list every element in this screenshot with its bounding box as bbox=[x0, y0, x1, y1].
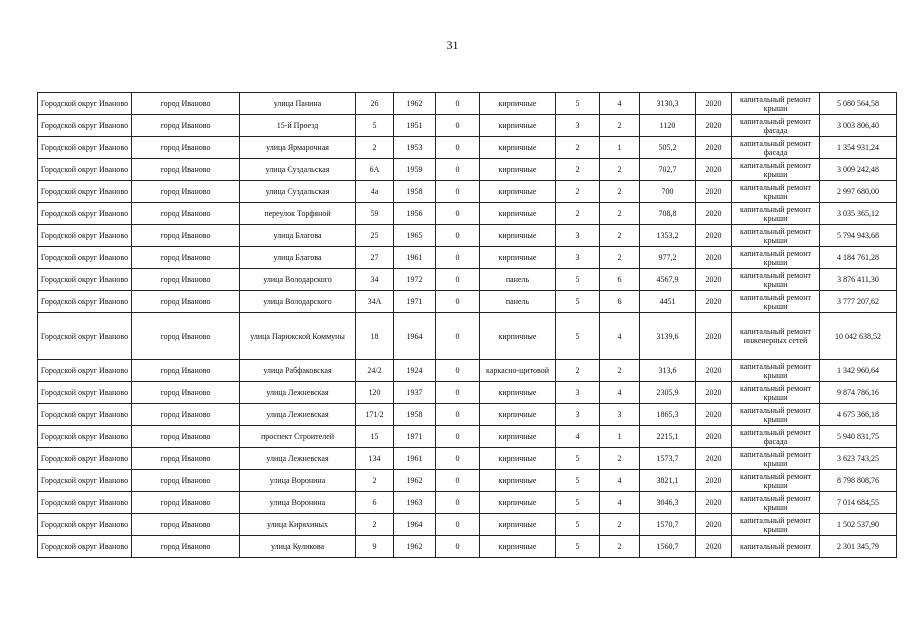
cell-area: 702,7 bbox=[640, 159, 696, 181]
cell-year-built: 1971 bbox=[394, 291, 436, 313]
cell-city: город Иваново bbox=[132, 536, 240, 558]
cell-wear: 0 bbox=[436, 514, 480, 536]
cell-plan-year: 2020 bbox=[696, 492, 732, 514]
cell-floors: 3 bbox=[556, 225, 600, 247]
cell-city: город Иваново bbox=[132, 492, 240, 514]
cell-city: город Иваново bbox=[132, 225, 240, 247]
cell-wear: 0 bbox=[436, 492, 480, 514]
cell-entrances: 2 bbox=[600, 225, 640, 247]
cell-wear: 0 bbox=[436, 159, 480, 181]
cell-street: улица Парижской Коммуны bbox=[240, 313, 356, 360]
cell-year-built: 1937 bbox=[394, 382, 436, 404]
cell-repair-type: капитальный ремонт крыши bbox=[732, 181, 820, 203]
cell-house-number: 27 bbox=[356, 247, 394, 269]
cell-entrances: 1 bbox=[600, 137, 640, 159]
cell-street: улица Благова bbox=[240, 225, 356, 247]
cell-wear: 0 bbox=[436, 181, 480, 203]
cell-area: 2215,1 bbox=[640, 426, 696, 448]
cell-area: 3046,3 bbox=[640, 492, 696, 514]
cell-repair-type: капитальный ремонт крыши bbox=[732, 291, 820, 313]
cell-plan-year: 2020 bbox=[696, 137, 732, 159]
cell-municipality: Городской округ Иваново bbox=[38, 225, 132, 247]
cell-area: 1353,2 bbox=[640, 225, 696, 247]
table-row bbox=[38, 448, 897, 470]
cell-repair-type: капитальный ремонт инженерных сетей bbox=[732, 313, 820, 360]
cell-repair-type: капитальный ремонт крыши bbox=[732, 247, 820, 269]
cell-plan-year: 2020 bbox=[696, 360, 732, 382]
table-row bbox=[38, 426, 897, 448]
cell-cost: 4 184 761,28 bbox=[820, 247, 897, 269]
cell-area: 3821,1 bbox=[640, 470, 696, 492]
cell-municipality: Городской округ Иваново bbox=[38, 291, 132, 313]
cell-street: переулок Торфяной bbox=[240, 203, 356, 225]
cell-area: 700 bbox=[640, 181, 696, 203]
cell-cost: 3 777 207,62 bbox=[820, 291, 897, 313]
cell-repair-type: капитальный ремонт крыши bbox=[732, 269, 820, 291]
table-row bbox=[38, 536, 897, 558]
cell-house-number: 4а bbox=[356, 181, 394, 203]
cell-floors: 5 bbox=[556, 470, 600, 492]
cell-cost: 5 794 943,68 bbox=[820, 225, 897, 247]
cell-municipality: Городской округ Иваново bbox=[38, 159, 132, 181]
cell-entrances: 4 bbox=[600, 313, 640, 360]
cell-cost: 3 876 411,30 bbox=[820, 269, 897, 291]
cell-floors: 5 bbox=[556, 492, 600, 514]
cell-cost: 2 997 680,00 bbox=[820, 181, 897, 203]
cell-cost: 5 940 831,75 bbox=[820, 426, 897, 448]
cell-repair-type: капитальный ремонт фасада bbox=[732, 115, 820, 137]
cell-municipality: Городской округ Иваново bbox=[38, 203, 132, 225]
cell-area: 4567,9 bbox=[640, 269, 696, 291]
cell-cost: 3 035 365,12 bbox=[820, 203, 897, 225]
cell-repair-type: капитальный ремонт крыши bbox=[732, 448, 820, 470]
cell-floors: 5 bbox=[556, 313, 600, 360]
cell-street: улица Куликова bbox=[240, 536, 356, 558]
cell-year-built: 1971 bbox=[394, 426, 436, 448]
cell-wear: 0 bbox=[436, 269, 480, 291]
table-row bbox=[38, 269, 897, 291]
cell-street: улица Лежневская bbox=[240, 404, 356, 426]
cell-area: 505,2 bbox=[640, 137, 696, 159]
cell-city: город Иваново bbox=[132, 291, 240, 313]
cell-wear: 0 bbox=[436, 313, 480, 360]
cell-cost: 4 675 366,18 bbox=[820, 404, 897, 426]
cell-year-built: 1962 bbox=[394, 470, 436, 492]
cell-year-built: 1951 bbox=[394, 115, 436, 137]
cell-plan-year: 2020 bbox=[696, 448, 732, 470]
cell-year-built: 1964 bbox=[394, 514, 436, 536]
cell-year-built: 1961 bbox=[394, 247, 436, 269]
cell-year-built: 1972 bbox=[394, 269, 436, 291]
cell-wall-material: панель bbox=[480, 269, 556, 291]
cell-wall-material: кирпичные bbox=[480, 115, 556, 137]
cell-street: улица Лежневская bbox=[240, 448, 356, 470]
cell-street: улица Благова bbox=[240, 247, 356, 269]
page-number: 31 bbox=[446, 38, 459, 52]
cell-entrances: 4 bbox=[600, 492, 640, 514]
cell-municipality: Городской округ Иваново bbox=[38, 181, 132, 203]
cell-entrances: 2 bbox=[600, 181, 640, 203]
cell-city: город Иваново bbox=[132, 269, 240, 291]
cell-house-number: 34А bbox=[356, 291, 394, 313]
cell-area: 977,2 bbox=[640, 247, 696, 269]
cell-city: город Иваново bbox=[132, 448, 240, 470]
cell-plan-year: 2020 bbox=[696, 313, 732, 360]
cell-floors: 5 bbox=[556, 536, 600, 558]
cell-cost: 3 003 806,40 bbox=[820, 115, 897, 137]
table-row bbox=[38, 93, 897, 115]
cell-street: улица Суздальская bbox=[240, 159, 356, 181]
cell-wall-material: кирпичные bbox=[480, 448, 556, 470]
cell-floors: 2 bbox=[556, 181, 600, 203]
cell-plan-year: 2020 bbox=[696, 269, 732, 291]
cell-house-number: 2 bbox=[356, 137, 394, 159]
cell-year-built: 1965 bbox=[394, 225, 436, 247]
cell-house-number: 2 bbox=[356, 470, 394, 492]
cell-floors: 3 bbox=[556, 247, 600, 269]
cell-wear: 0 bbox=[436, 291, 480, 313]
cell-cost: 9 874 786,16 bbox=[820, 382, 897, 404]
table-row bbox=[38, 159, 897, 181]
cell-repair-type: капитальный ремонт крыши bbox=[732, 203, 820, 225]
cell-city: город Иваново bbox=[132, 181, 240, 203]
cell-entrances: 2 bbox=[600, 360, 640, 382]
cell-repair-type: капитальный ремонт крыши bbox=[732, 159, 820, 181]
cell-floors: 2 bbox=[556, 137, 600, 159]
cell-area: 4451 bbox=[640, 291, 696, 313]
cell-entrances: 4 bbox=[600, 382, 640, 404]
cell-city: город Иваново bbox=[132, 313, 240, 360]
cell-city: город Иваново bbox=[132, 159, 240, 181]
cell-entrances: 2 bbox=[600, 514, 640, 536]
cell-wear: 0 bbox=[436, 93, 480, 115]
cell-house-number: 26 bbox=[356, 93, 394, 115]
cell-entrances: 2 bbox=[600, 203, 640, 225]
cell-city: город Иваново bbox=[132, 115, 240, 137]
table-row bbox=[38, 203, 897, 225]
cell-house-number: 24/2 bbox=[356, 360, 394, 382]
cell-area: 2305,9 bbox=[640, 382, 696, 404]
cell-cost: 1 502 537,90 bbox=[820, 514, 897, 536]
cell-house-number: 134 bbox=[356, 448, 394, 470]
cell-floors: 5 bbox=[556, 514, 600, 536]
cell-repair-type: капитальный ремонт крыши bbox=[732, 404, 820, 426]
cell-floors: 2 bbox=[556, 159, 600, 181]
cell-area: 1120 bbox=[640, 115, 696, 137]
cell-floors: 4 bbox=[556, 426, 600, 448]
cell-house-number: 25 bbox=[356, 225, 394, 247]
cell-wall-material: кирпичные bbox=[480, 203, 556, 225]
table-row bbox=[38, 470, 897, 492]
cell-plan-year: 2020 bbox=[696, 203, 732, 225]
cell-cost: 2 301 345,79 bbox=[820, 536, 897, 558]
cell-floors: 2 bbox=[556, 203, 600, 225]
cell-plan-year: 2020 bbox=[696, 426, 732, 448]
cell-wear: 0 bbox=[436, 470, 480, 492]
cell-street: улица Воронина bbox=[240, 470, 356, 492]
cell-year-built: 1959 bbox=[394, 159, 436, 181]
cell-plan-year: 2020 bbox=[696, 115, 732, 137]
cell-entrances: 2 bbox=[600, 115, 640, 137]
cell-area: 1865,3 bbox=[640, 404, 696, 426]
cell-plan-year: 2020 bbox=[696, 470, 732, 492]
cell-year-built: 1953 bbox=[394, 137, 436, 159]
cell-floors: 3 bbox=[556, 404, 600, 426]
cell-wall-material: кирпичные bbox=[480, 404, 556, 426]
cell-repair-type: капитальный ремонт крыши bbox=[732, 93, 820, 115]
cell-municipality: Городской округ Иваново bbox=[38, 269, 132, 291]
cell-year-built: 1958 bbox=[394, 404, 436, 426]
table-row bbox=[38, 115, 897, 137]
cell-year-built: 1964 bbox=[394, 313, 436, 360]
cell-year-built: 1924 bbox=[394, 360, 436, 382]
cell-repair-type: капитальный ремонт крыши bbox=[732, 470, 820, 492]
cell-city: город Иваново bbox=[132, 514, 240, 536]
cell-repair-type: капитальный ремонт bbox=[732, 536, 820, 558]
cell-wear: 0 bbox=[436, 225, 480, 247]
cell-city: город Иваново bbox=[132, 382, 240, 404]
cell-municipality: Городской округ Иваново bbox=[38, 536, 132, 558]
cell-house-number: 5 bbox=[356, 115, 394, 137]
cell-wall-material: кирпичные bbox=[480, 470, 556, 492]
cell-floors: 5 bbox=[556, 269, 600, 291]
cell-entrances: 4 bbox=[600, 93, 640, 115]
cell-municipality: Городской округ Иваново bbox=[38, 360, 132, 382]
cell-cost: 5 080 564,58 bbox=[820, 93, 897, 115]
cell-house-number: 18 bbox=[356, 313, 394, 360]
cell-street: 15-й Проезд bbox=[240, 115, 356, 137]
cell-house-number: 120 bbox=[356, 382, 394, 404]
cell-municipality: Городской округ Иваново bbox=[38, 426, 132, 448]
table-row bbox=[38, 137, 897, 159]
cell-entrances: 6 bbox=[600, 269, 640, 291]
cell-city: город Иваново bbox=[132, 426, 240, 448]
cell-wear: 0 bbox=[436, 448, 480, 470]
cell-house-number: 9 bbox=[356, 536, 394, 558]
housing-repair-table bbox=[37, 92, 897, 558]
cell-house-number: 171/2 bbox=[356, 404, 394, 426]
cell-plan-year: 2020 bbox=[696, 404, 732, 426]
cell-city: город Иваново bbox=[132, 93, 240, 115]
cell-floors: 3 bbox=[556, 115, 600, 137]
cell-entrances: 2 bbox=[600, 159, 640, 181]
cell-municipality: Городской округ Иваново bbox=[38, 93, 132, 115]
cell-year-built: 1956 bbox=[394, 203, 436, 225]
cell-city: город Иваново bbox=[132, 404, 240, 426]
cell-street: улица Ярмарочная bbox=[240, 137, 356, 159]
cell-wall-material: кирпичные bbox=[480, 137, 556, 159]
cell-municipality: Городской округ Иваново bbox=[38, 404, 132, 426]
cell-street: улица Рабфаковская bbox=[240, 360, 356, 382]
cell-wear: 0 bbox=[436, 115, 480, 137]
cell-wall-material: панель bbox=[480, 291, 556, 313]
cell-wear: 0 bbox=[436, 382, 480, 404]
cell-municipality: Городской округ Иваново bbox=[38, 247, 132, 269]
cell-wear: 0 bbox=[436, 360, 480, 382]
table-row bbox=[38, 247, 897, 269]
cell-city: город Иваново bbox=[132, 203, 240, 225]
cell-wear: 0 bbox=[436, 426, 480, 448]
cell-wall-material: кирпичные bbox=[480, 247, 556, 269]
cell-repair-type: капитальный ремонт крыши bbox=[732, 514, 820, 536]
cell-area: 708,8 bbox=[640, 203, 696, 225]
cell-wall-material: кирпичные bbox=[480, 514, 556, 536]
cell-floors: 2 bbox=[556, 360, 600, 382]
cell-wall-material: кирпичные bbox=[480, 426, 556, 448]
cell-street: улица Володарского bbox=[240, 269, 356, 291]
cell-wall-material: кирпичные bbox=[480, 159, 556, 181]
cell-entrances: 2 bbox=[600, 448, 640, 470]
cell-house-number: 2 bbox=[356, 514, 394, 536]
cell-year-built: 1958 bbox=[394, 181, 436, 203]
table-row bbox=[38, 225, 897, 247]
cell-plan-year: 2020 bbox=[696, 536, 732, 558]
cell-plan-year: 2020 bbox=[696, 247, 732, 269]
cell-municipality: Городской округ Иваново bbox=[38, 313, 132, 360]
cell-street: улица Панина bbox=[240, 93, 356, 115]
cell-plan-year: 2020 bbox=[696, 159, 732, 181]
cell-repair-type: капитальный ремонт крыши bbox=[732, 225, 820, 247]
cell-house-number: 59 bbox=[356, 203, 394, 225]
cell-year-built: 1962 bbox=[394, 536, 436, 558]
cell-wear: 0 bbox=[436, 203, 480, 225]
cell-house-number: 6 bbox=[356, 492, 394, 514]
cell-city: город Иваново bbox=[132, 137, 240, 159]
table-row bbox=[38, 313, 897, 360]
cell-year-built: 1962 bbox=[394, 93, 436, 115]
cell-entrances: 4 bbox=[600, 470, 640, 492]
cell-wear: 0 bbox=[436, 137, 480, 159]
cell-year-built: 1963 bbox=[394, 492, 436, 514]
table-row bbox=[38, 492, 897, 514]
cell-wall-material: кирпичные bbox=[480, 313, 556, 360]
table-row bbox=[38, 291, 897, 313]
cell-repair-type: капитальный ремонт фасада bbox=[732, 137, 820, 159]
cell-repair-type: капитальный ремонт фасада bbox=[732, 426, 820, 448]
cell-municipality: Городской округ Иваново bbox=[38, 137, 132, 159]
cell-area: 1560,7 bbox=[640, 536, 696, 558]
cell-area: 3139,6 bbox=[640, 313, 696, 360]
cell-municipality: Городской округ Иваново bbox=[38, 514, 132, 536]
cell-cost: 1 342 960,64 bbox=[820, 360, 897, 382]
cell-wall-material: кирпичные bbox=[480, 93, 556, 115]
cell-area: 1573,7 bbox=[640, 448, 696, 470]
cell-municipality: Городской округ Иваново bbox=[38, 448, 132, 470]
cell-plan-year: 2020 bbox=[696, 514, 732, 536]
cell-cost: 3 009 242,48 bbox=[820, 159, 897, 181]
cell-city: город Иваново bbox=[132, 470, 240, 492]
cell-wall-material: каркасно-щитовой bbox=[480, 360, 556, 382]
cell-floors: 5 bbox=[556, 291, 600, 313]
cell-cost: 10 042 638,52 bbox=[820, 313, 897, 360]
cell-wall-material: кирпичные bbox=[480, 536, 556, 558]
cell-wear: 0 bbox=[436, 247, 480, 269]
cell-municipality: Городской округ Иваново bbox=[38, 115, 132, 137]
cell-entrances: 6 bbox=[600, 291, 640, 313]
cell-municipality: Городской округ Иваново bbox=[38, 382, 132, 404]
cell-area: 3130,3 bbox=[640, 93, 696, 115]
cell-house-number: 34 bbox=[356, 269, 394, 291]
cell-street: улица Суздальская bbox=[240, 181, 356, 203]
table-row bbox=[38, 382, 897, 404]
cell-wall-material: кирпичные bbox=[480, 492, 556, 514]
cell-cost: 1 354 931,24 bbox=[820, 137, 897, 159]
cell-city: город Иваново bbox=[132, 247, 240, 269]
cell-street: проспект Строителей bbox=[240, 426, 356, 448]
cell-wall-material: кирпичные bbox=[480, 181, 556, 203]
cell-plan-year: 2020 bbox=[696, 225, 732, 247]
cell-street: улица Киряхиных bbox=[240, 514, 356, 536]
cell-entrances: 1 bbox=[600, 426, 640, 448]
cell-area: 313,6 bbox=[640, 360, 696, 382]
cell-cost: 3 623 743,25 bbox=[820, 448, 897, 470]
table-row bbox=[38, 181, 897, 203]
cell-year-built: 1961 bbox=[394, 448, 436, 470]
cell-street: улица Лежневская bbox=[240, 382, 356, 404]
cell-wear: 0 bbox=[436, 536, 480, 558]
cell-floors: 3 bbox=[556, 382, 600, 404]
cell-plan-year: 2020 bbox=[696, 93, 732, 115]
cell-cost: 7 014 684,55 bbox=[820, 492, 897, 514]
cell-entrances: 2 bbox=[600, 247, 640, 269]
cell-area: 1570,7 bbox=[640, 514, 696, 536]
table-row bbox=[38, 360, 897, 382]
cell-entrances: 3 bbox=[600, 404, 640, 426]
cell-plan-year: 2020 bbox=[696, 181, 732, 203]
cell-street: улица Володарского bbox=[240, 291, 356, 313]
cell-house-number: 6А bbox=[356, 159, 394, 181]
cell-entrances: 2 bbox=[600, 536, 640, 558]
cell-street: улица Воронина bbox=[240, 492, 356, 514]
cell-floors: 5 bbox=[556, 448, 600, 470]
cell-wall-material: кирпичные bbox=[480, 225, 556, 247]
cell-wall-material: кирпичные bbox=[480, 382, 556, 404]
cell-repair-type: капитальный ремонт крыши bbox=[732, 360, 820, 382]
table-row bbox=[38, 514, 897, 536]
table-row bbox=[38, 404, 897, 426]
cell-repair-type: капитальный ремонт крыши bbox=[732, 492, 820, 514]
cell-repair-type: капитальный ремонт крыши bbox=[732, 382, 820, 404]
cell-cost: 8 798 808,76 bbox=[820, 470, 897, 492]
cell-wear: 0 bbox=[436, 404, 480, 426]
cell-city: город Иваново bbox=[132, 360, 240, 382]
cell-municipality: Городской округ Иваново bbox=[38, 492, 132, 514]
cell-floors: 5 bbox=[556, 93, 600, 115]
cell-house-number: 15 bbox=[356, 426, 394, 448]
cell-plan-year: 2020 bbox=[696, 382, 732, 404]
cell-municipality: Городской округ Иваново bbox=[38, 470, 132, 492]
cell-plan-year: 2020 bbox=[696, 291, 732, 313]
